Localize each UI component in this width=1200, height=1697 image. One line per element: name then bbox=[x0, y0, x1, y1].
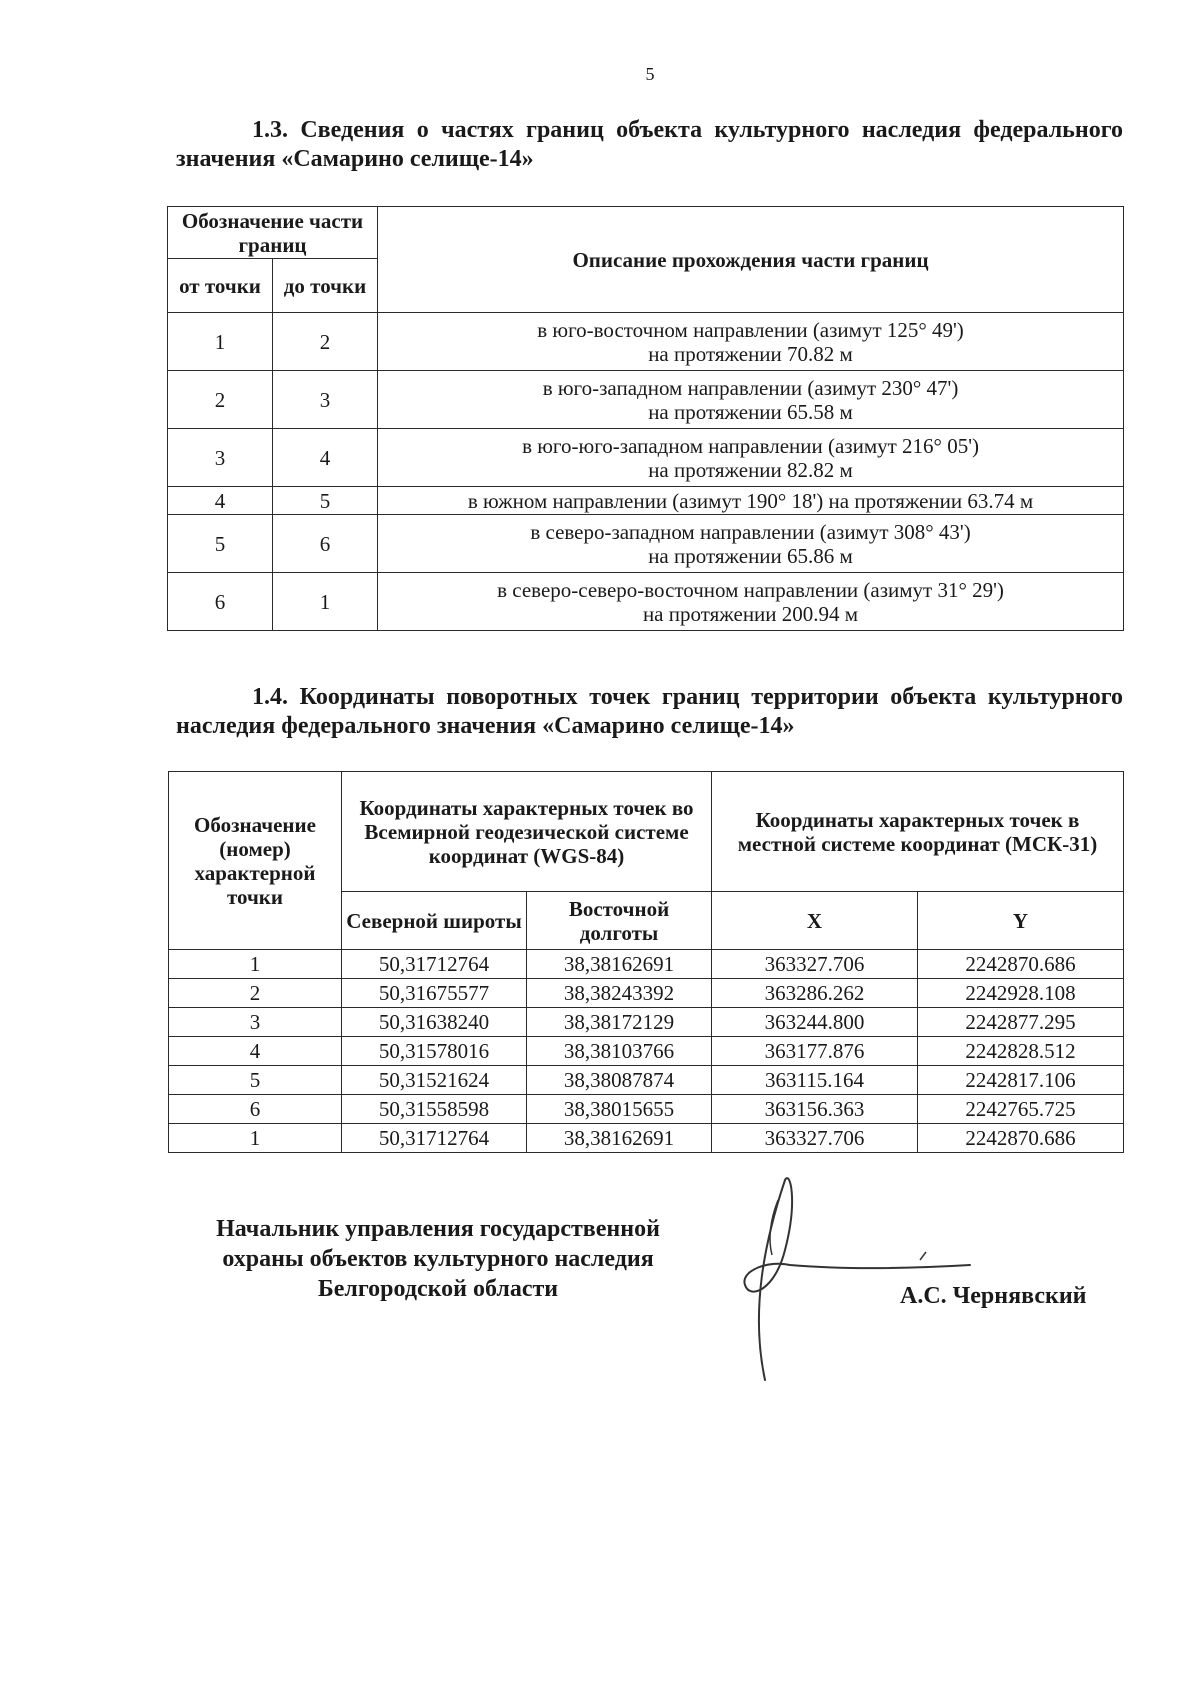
description-line: в северо-западном направлении (азимут 308° 43') bbox=[530, 519, 971, 544]
cell-point-number: 4 bbox=[169, 1037, 342, 1066]
cell-y: 2242870.686 bbox=[918, 950, 1124, 979]
cell-from-point: 2 bbox=[168, 371, 273, 429]
cell-description bbox=[378, 429, 1124, 487]
cell-description bbox=[378, 313, 1124, 371]
table-row bbox=[168, 487, 1124, 515]
cell-y: 2242877.295 bbox=[918, 1008, 1124, 1037]
cell-latitude: 50,31638240 bbox=[342, 1008, 527, 1037]
description-line: в юго-восточном направлении (азимут 125° 49') bbox=[537, 317, 964, 342]
cell-y: 2242817.106 bbox=[918, 1066, 1124, 1095]
table-row bbox=[168, 429, 1124, 487]
header-north-latitude: Северной широты bbox=[342, 892, 527, 950]
header-east-longitude: Восточной долготы bbox=[527, 892, 712, 950]
coordinates-table bbox=[168, 771, 1124, 1153]
cell-point-number: 2 bbox=[169, 979, 342, 1008]
cell-description bbox=[378, 487, 1124, 515]
signer-position-line: Начальник управления государственной bbox=[216, 1216, 660, 1242]
cell-from-point: 1 bbox=[168, 313, 273, 371]
header-description: Описание прохождения части границ bbox=[378, 207, 1124, 313]
cell-latitude: 50,31675577 bbox=[342, 979, 527, 1008]
table-row bbox=[169, 979, 1124, 1008]
header-point-designation: Обозначение (номер) характерной точки bbox=[169, 772, 342, 950]
cell-longitude: 38,38162691 bbox=[527, 950, 712, 979]
cell-y: 2242765.725 bbox=[918, 1095, 1124, 1124]
cell-point-number: 6 bbox=[169, 1095, 342, 1124]
cell-latitude: 50,31578016 bbox=[342, 1037, 527, 1066]
cell-latitude: 50,31712764 bbox=[342, 1124, 527, 1153]
header-designation: Обозначение части границ bbox=[168, 207, 378, 259]
cell-to-point: 4 bbox=[273, 429, 378, 487]
description-line: в южном направлении (азимут 190° 18') на протяжении 63.74 м bbox=[467, 488, 1034, 513]
signer-name: А.С. Чернявский bbox=[900, 1283, 1087, 1309]
table-row bbox=[169, 1066, 1124, 1095]
cell-x: 363156.363 bbox=[712, 1095, 918, 1124]
cell-from-point: 5 bbox=[168, 515, 273, 573]
header-wgs84: Координаты характерных точек во Всемирной геодезической системе координат (WGS-84) bbox=[342, 772, 712, 892]
table-row bbox=[169, 1008, 1124, 1037]
cell-latitude: 50,31712764 bbox=[342, 950, 527, 979]
header-msk31: Координаты характерных точек в местной системе координат (МСК-31) bbox=[712, 772, 1124, 892]
cell-from-point: 6 bbox=[168, 573, 273, 631]
page-number: 5 bbox=[645, 64, 655, 84]
cell-x: 363327.706 bbox=[712, 950, 918, 979]
signer-position-line: Белгородской области bbox=[317, 1276, 559, 1302]
table-row bbox=[169, 1037, 1124, 1066]
description-line: на протяжении 65.86 м bbox=[648, 543, 853, 568]
cell-x: 363286.262 bbox=[712, 979, 918, 1008]
description-line: на протяжении 65.58 м bbox=[648, 399, 853, 424]
cell-to-point: 3 bbox=[273, 371, 378, 429]
section-13-heading: 1.3. Сведения о частях границ объекта культурного наследия федерального значения «Самарино селище-14» bbox=[176, 117, 1123, 172]
cell-point-number: 5 bbox=[169, 1066, 342, 1095]
cell-x: 363177.876 bbox=[712, 1037, 918, 1066]
header-x: X bbox=[712, 892, 918, 950]
cell-description bbox=[378, 573, 1124, 631]
table-row bbox=[169, 950, 1124, 979]
description-line: в юго-западном направлении (азимут 230° 47') bbox=[542, 375, 959, 400]
cell-longitude: 38,38103766 bbox=[527, 1037, 712, 1066]
description-line: на протяжении 200.94 м bbox=[642, 601, 859, 626]
cell-longitude: 38,38162691 bbox=[527, 1124, 712, 1153]
cell-longitude: 38,38243392 bbox=[527, 979, 712, 1008]
cell-latitude: 50,31521624 bbox=[342, 1066, 527, 1095]
table-row bbox=[169, 1095, 1124, 1124]
cell-latitude: 50,31558598 bbox=[342, 1095, 527, 1124]
cell-description bbox=[378, 371, 1124, 429]
header-to-point: до точки bbox=[273, 259, 378, 313]
cell-from-point: 3 bbox=[168, 429, 273, 487]
boundary-parts-table bbox=[167, 206, 1124, 631]
table-row bbox=[169, 1124, 1124, 1153]
cell-point-number: 1 bbox=[169, 1124, 342, 1153]
cell-x: 363115.164 bbox=[712, 1066, 918, 1095]
cell-from-point: 4 bbox=[168, 487, 273, 515]
cell-longitude: 38,38087874 bbox=[527, 1066, 712, 1095]
description-line: в северо-северо-восточном направлении (азимут 31° 29') bbox=[497, 577, 1004, 602]
signer-position bbox=[178, 1214, 698, 1304]
cell-y: 2242828.512 bbox=[918, 1037, 1124, 1066]
cell-y: 2242928.108 bbox=[918, 979, 1124, 1008]
signer-position-line: охраны объектов культурного наследия bbox=[222, 1246, 654, 1272]
cell-point-number: 1 bbox=[169, 950, 342, 979]
cell-to-point: 6 bbox=[273, 515, 378, 573]
description-line: на протяжении 70.82 м bbox=[648, 341, 853, 366]
table-row bbox=[168, 573, 1124, 631]
handwritten-signature-icon bbox=[690, 1160, 990, 1400]
cell-y: 2242870.686 bbox=[918, 1124, 1124, 1153]
cell-longitude: 38,38015655 bbox=[527, 1095, 712, 1124]
table-row bbox=[168, 371, 1124, 429]
cell-x: 363244.800 bbox=[712, 1008, 918, 1037]
cell-to-point: 2 bbox=[273, 313, 378, 371]
table-row bbox=[168, 313, 1124, 371]
cell-point-number: 3 bbox=[169, 1008, 342, 1037]
cell-to-point: 5 bbox=[273, 487, 378, 515]
cell-description bbox=[378, 515, 1124, 573]
cell-longitude: 38,38172129 bbox=[527, 1008, 712, 1037]
table-row bbox=[168, 515, 1124, 573]
cell-to-point: 1 bbox=[273, 573, 378, 631]
description-line: в юго-юго-западном направлении (азимут 216° 05') bbox=[522, 433, 979, 458]
header-y: Y bbox=[918, 892, 1124, 950]
cell-x: 363327.706 bbox=[712, 1124, 918, 1153]
section-14-heading: 1.4. Координаты поворотных точек границ территории объекта культурного наследия федерального значения «Самарино селище-14» bbox=[176, 684, 1123, 739]
header-from-point: от точки bbox=[168, 259, 273, 313]
description-line: на протяжении 82.82 м bbox=[648, 457, 853, 482]
